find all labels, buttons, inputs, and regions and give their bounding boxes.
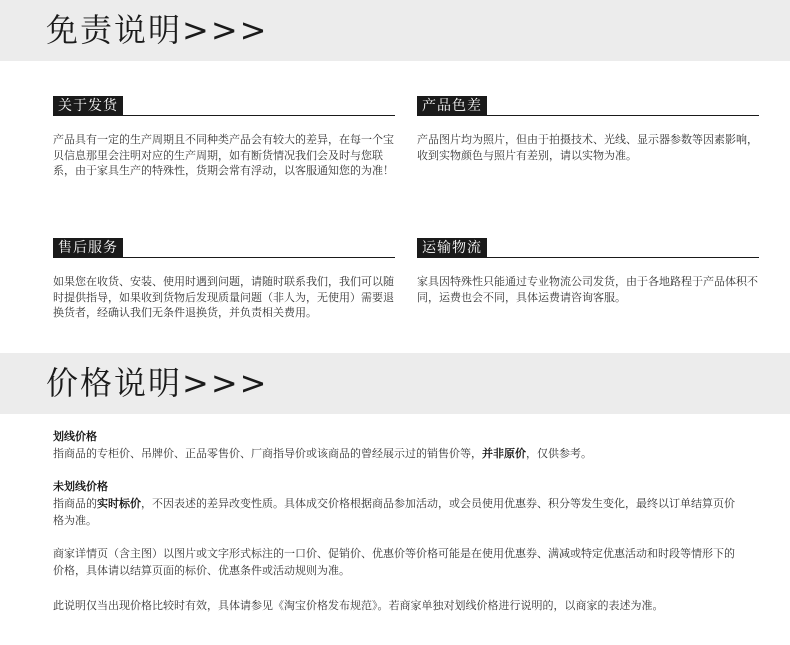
strike-price-emphasis: 并非原价 — [482, 447, 526, 460]
non-strike-price-text-b: ，不因表述的差异改变性质。具体成交价格根据商品参加活动，或会员使用优惠券、积分等发生变化，最终以订单结算页价格为准。 — [53, 497, 735, 527]
disclaimer-banner — [0, 0, 790, 61]
section-color-difference — [417, 96, 759, 163]
section-divider — [417, 257, 759, 258]
section-header — [417, 96, 759, 116]
disclaimer-title: 免责说明>>> — [46, 11, 269, 49]
price-note-paragraph: 此说明仅当出现价格比较时有效，具体请参见《淘宝价格发布规范》。若商家单独对划线价格进行说明的，以商家的表述为准。 — [53, 599, 664, 612]
strike-price-text-b: ，仅供参考。 — [526, 447, 592, 460]
section-header — [53, 96, 395, 116]
section-after-sales — [53, 238, 395, 321]
section-divider — [417, 115, 759, 116]
non-strike-price-paragraph — [53, 478, 743, 529]
section-divider — [53, 257, 395, 258]
strike-price-text-a: 指商品的专柜价、吊牌价、正品零售价、厂商指导价或该商品的曾经展示过的销售价等， — [53, 447, 482, 460]
strike-price-paragraph — [53, 428, 743, 462]
strike-price-text — [53, 445, 743, 462]
strike-price-heading: 划线价格 — [53, 430, 97, 443]
section-header — [417, 238, 759, 258]
section-header — [53, 238, 395, 258]
pricing-banner — [0, 353, 790, 414]
non-strike-price-heading: 未划线价格 — [53, 480, 108, 493]
section-body: 产品图片均为照片，但由于拍摄技术、光线、显示器参数等因素影响，收到实物颜色与照片有差别，请以实物为准。 — [417, 133, 758, 162]
section-body: 如果您在收货、安装、使用时遇到问题，请随时联系我们，我们可以随时提供指导，如果收到货物后发现质量问题（非人为，无使用）需要退换货者，经确认我们无条件退换货，并负责相关费用。 — [53, 275, 394, 319]
section-shipping — [417, 238, 759, 305]
pricing-title: 价格说明>>> — [46, 364, 269, 402]
section-divider — [53, 115, 395, 116]
merchant-price-paragraph: 商家详情页（含主图）以图片或文字形式标注的一口价、促销价、优惠价等价格可能是在使用优惠券、满减或特定优惠活动和时段等情形下的价格，具体请以结算页面的标价、优惠条件或活动规则为准。 — [53, 547, 735, 577]
section-delivery — [53, 96, 395, 179]
non-strike-price-emphasis: 实时标价 — [97, 497, 141, 510]
section-title: 产品色差 — [417, 96, 487, 116]
section-title: 关于发货 — [53, 96, 123, 116]
non-strike-price-text-a: 指商品的 — [53, 497, 97, 510]
section-body: 家具因特殊性只能通过专业物流公司发货，由于各地路程于产品体积不同，运费也会不同，具体运费请咨询客服。 — [417, 275, 758, 304]
section-title: 售后服务 — [53, 238, 123, 258]
section-title: 运输物流 — [417, 238, 487, 258]
non-strike-price-text — [53, 495, 743, 529]
section-body: 产品具有一定的生产周期且不同种类产品会有较大的差异，在每一个宝贝信息那里会注明对应的生产周期，如有断货情况我们会及时与您联系，由于家具生产的特殊性，货期会常有浮动，以客服通知您的为准！ — [53, 133, 394, 177]
